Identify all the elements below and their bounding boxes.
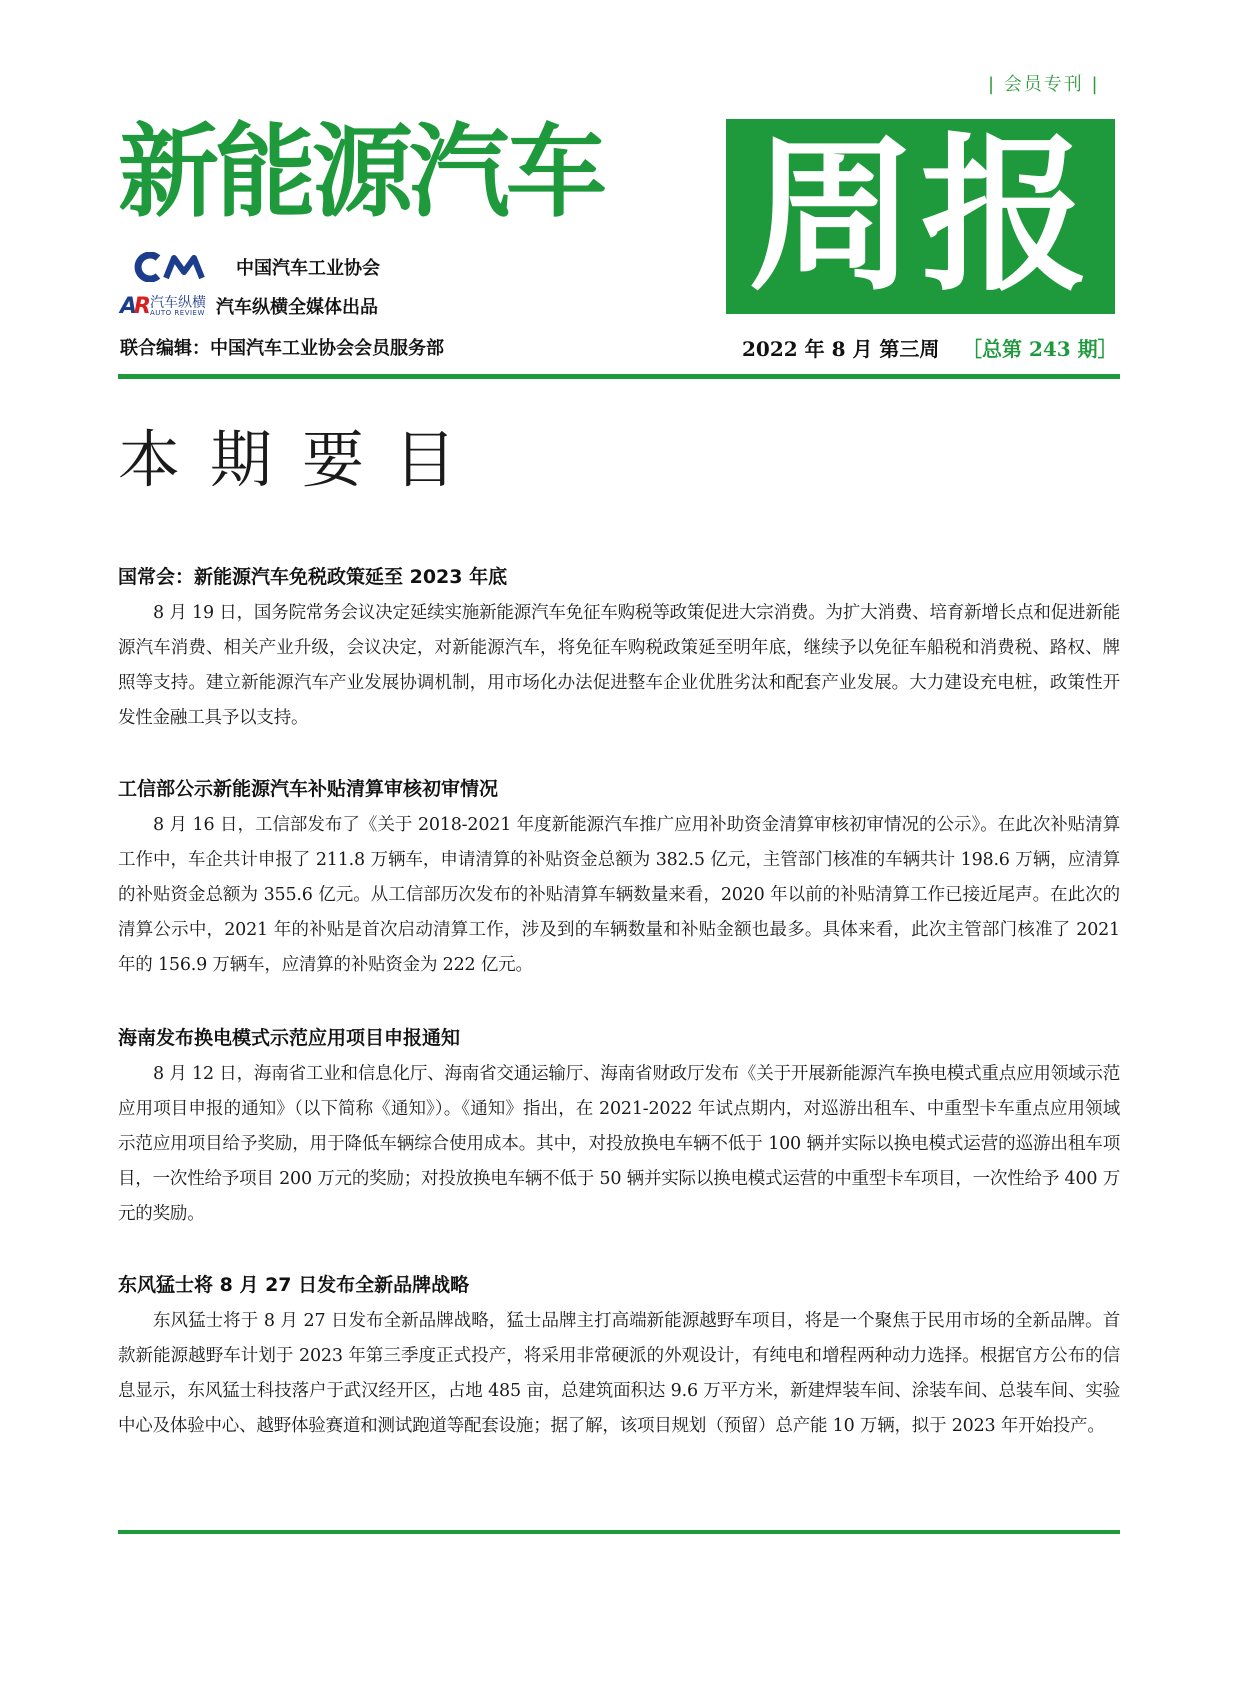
joint-editor: 联合编辑：中国汽车工业协会会员服务部 [120,338,444,359]
issue-number: ［总第 243 期］ [962,337,1118,361]
article-body: 东风猛士将于 8 月 27 日发布全新品牌战略，猛士品牌主打高端新能源越野车项目，将是一个聚焦于民用市场的全新品牌。首款新能源越野车计划于 2023 年第三季度正式投产，将采用非常硬派的外观设计，有纯电和增程两种动力选择。根据官方公布的信息显示，东风猛士科技落户于武汉经开区，占地 485 亩，总建筑面积达 9.6 万平方米，新建焊装车间、涂装车间、总装车间、实验中心及体验中心、越野体验赛道和测试跑道等配套设施；据了解，该项目规划（预留）总产能 10 万辆，拟于 2023 年开始投产。 [118,1311,1120,1436]
footer-divider [118,1530,1120,1534]
article-body: 8 月 16 日，工信部发布了《关于 2018-2021 年度新能源汽车推广应用补助资金清算审核初审情况的公示》。在此次补贴清算工作中，车企共计申报了 211.8 万辆车，申请清算的补贴资金总额为 382.5 亿元，主管部门核准的车辆共计 198.6 万辆，应清算的补贴资金总额为 355.6 亿元。从工信部历次发布的补贴清算车辆数量来看，2020 年以前的补贴清算工作已接近尾声。在此次的清算公示中，2021 年的补贴是首次启动清算工作，涉及到的车辆数量和补贴金额也最多。具体来看，此次主管部门核准了 2021 年的 156.9 万辆车，应清算的补贴资金为 222 亿元。 [118,815,1120,975]
article-body: 8 月 19 日，国务院常务会议决定延续实施新能源汽车免征车购税等政策促进大宗消费。为扩大消费、培育新增长点和促进新能源汽车消费、相关产业升级，会议决定，对新能源汽车，将免征车购税政策延至明年底，继续予以免征车船税和消费税、路权、牌照等支持。建立新能源汽车产业发展协调机制，用市场化办法促进整车企业优胜劣汰和配套产业发展。大力建设充电桩，政策性开发性金融工具予以支持。 [118,603,1120,728]
caam-name: 中国汽车工业协会 [236,258,380,279]
caam-row [120,252,380,282]
auto-review-name: 汽车纵横全媒体出品 [215,297,378,318]
auto-review-logo-cn: 汽车纵横 [149,294,206,311]
section-title: 本期要目 [118,423,487,496]
article-title: 海南发布换电模式示范应用项目申报通知 [118,1027,461,1049]
article [118,776,1120,983]
caam-logo-icon [132,252,222,282]
issue-date: 2022 年 8 月 第三周 [742,337,940,361]
auto-review-row [120,293,378,319]
auto-review-logo [120,294,206,319]
article [118,1272,1120,1444]
masthead-title: 新能源汽车 [118,113,604,231]
article-title: 东风猛士将 8 月 27 日发布全新品牌战略 [118,1274,470,1296]
auto-review-logo-en: AUTO REVIEW [149,308,205,317]
article-title: 工信部公示新能源汽车补贴清算审核初审情况 [118,778,499,800]
article [118,564,1120,736]
auto-review-mark-icon: AR [120,293,148,319]
member-edition-tag: | 会员专刊 | [988,74,1100,95]
article-title: 国常会：新能源汽车免税政策延至 2023 年底 [118,566,508,588]
article [118,1025,1120,1232]
header-divider [118,374,1120,379]
article-body: 8 月 12 日，海南省工业和信息化厅、海南省交通运输厅、海南省财政厅发布《关于开展新能源汽车换电模式重点应用领域示范应用项目申报的通知》（以下简称《通知》）。《通知》指出，在 2021-2022 年试点期内，对巡游出租车、中重型卡车重点应用领域示范应用项目给予奖励，用于降低车辆综合使用成本。其中，对投放换电车辆不低于 100 辆并实际以换电模式运营的巡游出租车项目，一次性给予项目 200 万元的奖励；对投放换电车辆不低于 50 辆并实际以换电模式运营的中重型卡车项目，一次性给予 400 万元的奖励。 [118,1064,1120,1224]
weekly-title-box: 周报 [726,119,1115,314]
